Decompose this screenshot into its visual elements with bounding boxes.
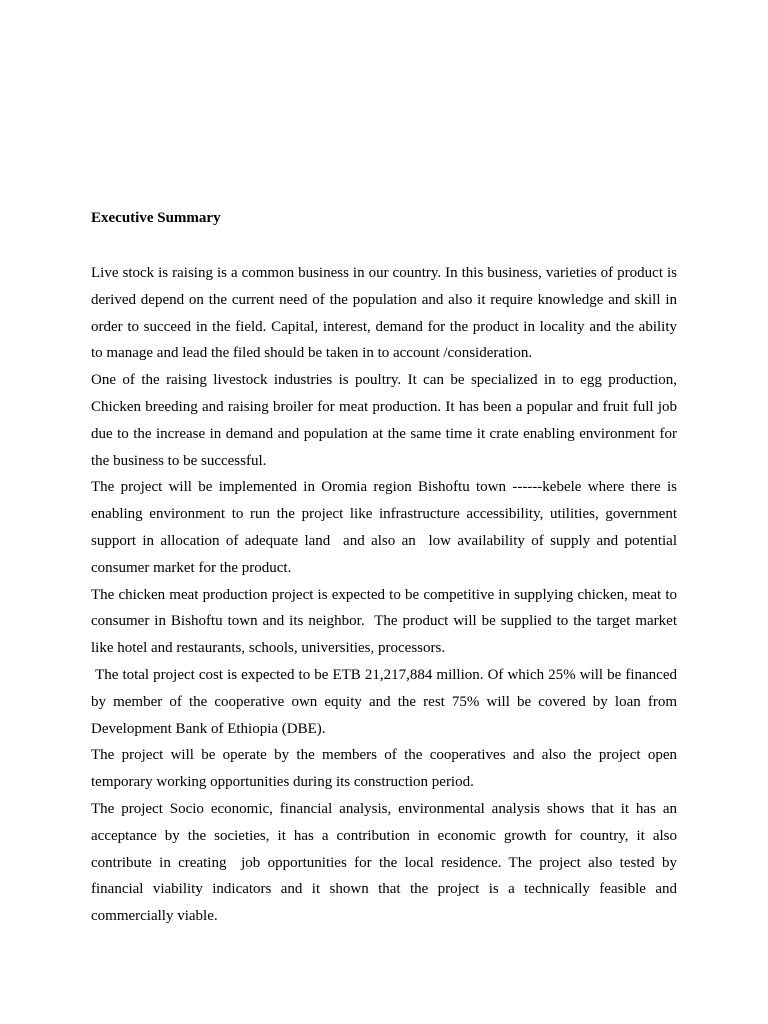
document-content bbox=[91, 206, 681, 930]
paragraph-3: The project will be implemented in Oromia region Bishoftu town ------kebele where there is enabling environment to run the project like infrastructure accessibility, utilities, government support in allocation of adequate land and also an low availability of supply and potential consumer market for the product. bbox=[91, 479, 681, 576]
paragraph-2: One of the raising livestock industries is poultry. It can be specialized in to egg production, Chicken breeding and raising broiler for meat production. It has been a popular and fruit full job due to the increase in demand and population at the same time it crate enabling environment for the business to be successful. bbox=[91, 372, 681, 469]
paragraph-7: The project Socio economic, financial analysis, environmental analysis shows that it has an acceptance by the societies, it has a contribution in economic growth for country, it also contribute in creating job opportunities for the local residence. The project also tested by financial viability indicators and it shown that the project is a technically feasible and commercially viable. bbox=[91, 800, 681, 925]
paragraph-4: The chicken meat production project is expected to be competitive in supplying chicken, meat to consumer in Bishoftu town and its neighbor. The product will be supplied to the target market like hotel and restaurants, schools, universities, processors. bbox=[91, 586, 681, 657]
paragraph-6: The project will be operate by the members of the cooperatives and also the project open temporary working opportunities during its construction period. bbox=[91, 747, 681, 791]
paragraph-1: Live stock is raising is a common business in our country. In this business, varieties of product is derived depend on the current need of the population and also it require knowledge and skill in order to succeed in the field. Capital, interest, demand for the product in locality and the ability to manage and lead the filed should be taken in to account /consideration. bbox=[91, 265, 681, 362]
section-heading: Executive Summary bbox=[91, 210, 221, 226]
paragraph-5: The total project cost is expected to be ETB 21,217,884 million. Of which 25% will be financed by member of the cooperative own equity and the rest 75% will be covered by loan from Development Bank of Ethiopia (DBE). bbox=[91, 666, 681, 737]
body-text bbox=[91, 260, 681, 930]
